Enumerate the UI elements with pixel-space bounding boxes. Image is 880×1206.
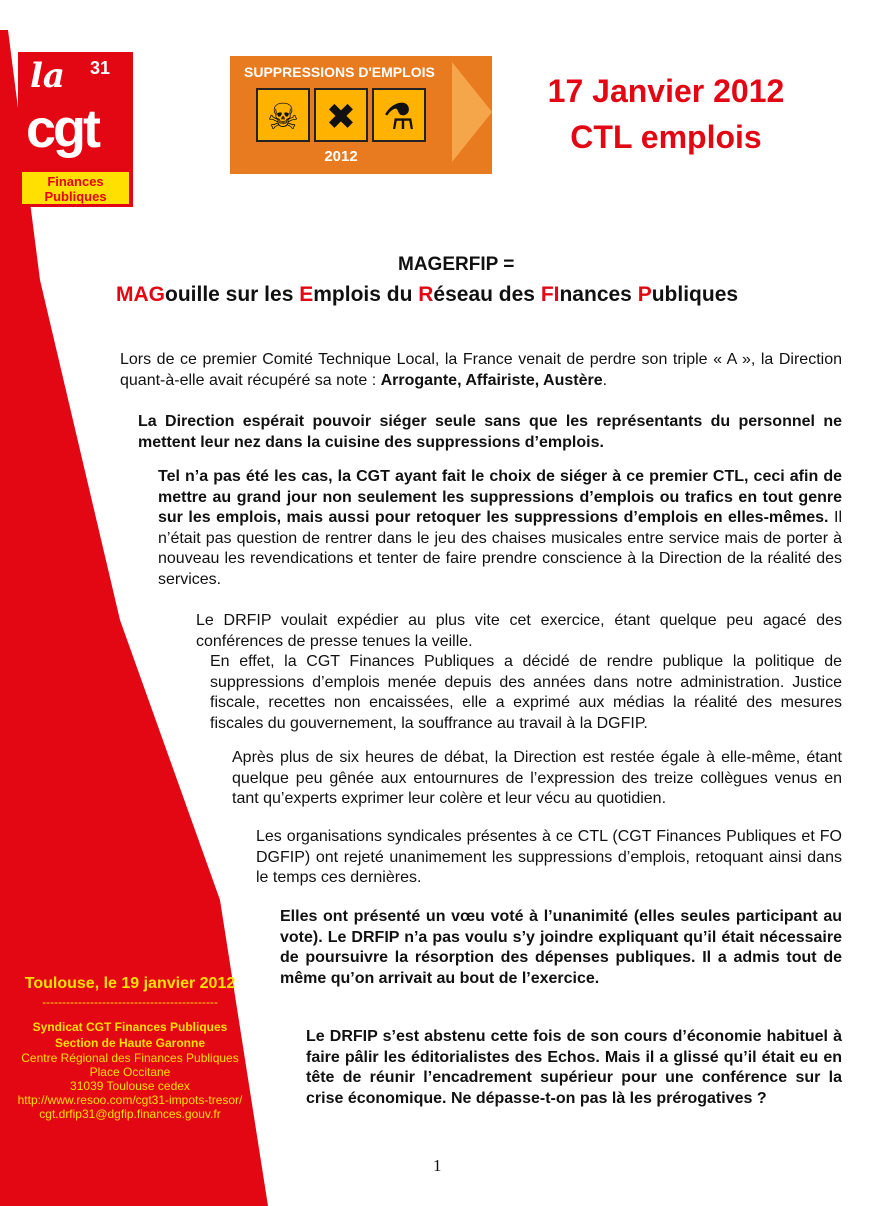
- harmful-cross-icon: ✖: [314, 88, 368, 142]
- cgt-logo: [18, 52, 133, 207]
- paragraph-6: Après plus de six heures de débat, la Direction est restée égale à elle-même, étant quelque peu gênée aux entournures de l’expression des treize collègues venus en tant qu’experts exprimer leur colère et leur vécu au quotidien.: [232, 749, 842, 807]
- heading-text-part: éseau des: [433, 283, 541, 306]
- heading-text-part: mplois du: [313, 283, 419, 306]
- heading-red-part: R: [418, 283, 434, 306]
- footer-separator: --------------------------------------------: [42, 995, 218, 1009]
- logo-line2: Publiques: [44, 189, 107, 204]
- paragraph-9: Le DRFIP s’est abstenu cette fois de son cours d’économie habituel à faire pâlir les éditorialistes des Echos. Mais il a glissé qu’il était eu en tête de réunir l’encadrement supérieur pour une conférence sur la crise économique. Ne dépasse-t-on pas là les prérogatives ?: [306, 1028, 842, 1107]
- logo-finances-publiques: [22, 172, 129, 204]
- heading-text-part: ouille sur les: [165, 283, 300, 306]
- footer-city: 31039 Toulouse cedex: [70, 1079, 190, 1093]
- p1-end: .: [602, 371, 608, 389]
- footer-place: Place Occitane: [89, 1065, 171, 1079]
- suppressions-banner: [230, 56, 492, 174]
- logo-cgt: cgt: [26, 99, 98, 159]
- logo-line1: Finances: [47, 174, 104, 189]
- heading-red-part: MAG: [116, 283, 165, 306]
- p3-text: Il n’était pas question de rentrer dans le jeu des chaises musicales entre service mais de porter à nouveau les revendications et tenter de faire prendre conscience à la Direction de la réalité des services.: [158, 509, 842, 588]
- header-title: [498, 68, 834, 160]
- heading-text-part: ubliques: [651, 283, 739, 306]
- paragraph-2: La Direction espérait pouvoir siéger seule sans que les représentants du personnel ne mettent leur nez dans la cuisine des suppressions d’emplois.: [138, 413, 842, 451]
- paragraph-7: Les organisations syndicales présentes à ce CTL (CGT Finances Publiques et FO DGFIP) ont rejeté unanimement les suppressions d’emplois, retoquant ainsi dans le temps ces dernières.: [256, 828, 842, 886]
- p1-bold: Arrogante, Affairiste, Austère: [380, 371, 603, 389]
- page-number: 1: [433, 1156, 442, 1175]
- banner-year: 2012: [324, 148, 358, 165]
- footer-section: Section de Haute Garonne: [54, 1036, 206, 1050]
- skull-hazard-icon: ☠: [256, 88, 310, 142]
- header-subject: CTL emplois: [570, 119, 762, 155]
- arrow-shape: [452, 62, 492, 162]
- footer-url[interactable]: http://www.resoo.com/cgt31-impots-tresor/: [17, 1093, 243, 1107]
- footer-place-date: Toulouse, le 19 janvier 2012: [24, 975, 236, 992]
- logo-number: 31: [90, 58, 111, 78]
- banner-title: SUPPRESSIONS D'EMPLOIS: [244, 64, 435, 80]
- heading-line2: [116, 283, 738, 307]
- header-date: 17 Janvier 2012: [547, 73, 785, 109]
- paragraph-5: En effet, la CGT Finances Publiques a décidé de rendre publique la politique de suppressions d’emplois menée depuis des années dans notre administration. Justice fiscale, recettes non encaissées, elle a exprimé aux médias la réalité des mesures fiscales du gouvernement, la souffrance au travail à la DGFIP.: [210, 653, 842, 732]
- p1-text: Lors de ce premier Comité Technique Local, la France venait de perdre son triple « A », la Direction quant-à-elle avait récupéré sa note :: [120, 351, 842, 389]
- corrosive-icon: ⚗: [372, 88, 426, 142]
- paragraph-3: [158, 467, 842, 590]
- p3-bold: Tel n’a pas été les cas, la CGT ayant fait le choix de siéger à ce premier CTL, ceci afin de mettre au grand jour non seulement les suppressions d’emplois ou trafics en tout genre sur les emplois, mais aussi pour retoquer les suppressions d’emplois en elles-mêmes.: [158, 468, 842, 526]
- paragraph-8: Elles ont présenté un vœu voté à l’unanimité (elles seules participant au vote). Le DRFIP n’a pas voulu s’y joindre expliquant qu’il était nécessaire de poursuivre la résorption des dépenses publiques. Il a admis tout de même qu’on arrivait au bout de l’exercice.: [280, 908, 842, 987]
- heading-text-part: nances: [559, 283, 638, 306]
- footer-email[interactable]: cgt.drfip31@dgfip.finances.gouv.fr: [39, 1107, 221, 1121]
- heading-red-part: E: [299, 283, 314, 306]
- footer-union: Syndicat CGT Finances Publiques: [32, 1020, 228, 1034]
- heading-red-part: P: [637, 283, 652, 306]
- heading-line1: MAGERFIP =: [398, 254, 515, 275]
- heading-red-part: FI: [540, 283, 560, 306]
- paragraph-4: Le DRFIP voulait expédier au plus vite cet exercice, étant quelque peu agacé des conférences de presse tenues la veille.: [196, 612, 842, 650]
- logo-la: la: [30, 56, 65, 96]
- paragraph-1: [120, 350, 842, 391]
- footer-centre: Centre Régional des Finances Publiques: [21, 1051, 239, 1065]
